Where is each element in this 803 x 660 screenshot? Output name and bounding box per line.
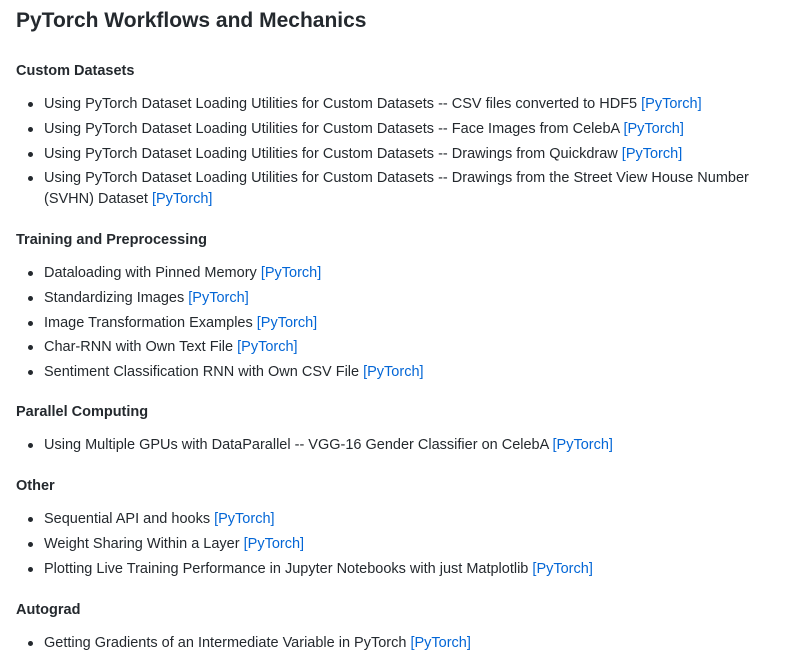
- pytorch-link[interactable]: [PyTorch]: [532, 560, 593, 577]
- item-text: Dataloading with Pinned Memory: [44, 265, 257, 281]
- item-text: Using PyTorch Dataset Loading Utilities for Custom Datasets -- CSV files converted to HDF5: [44, 96, 638, 112]
- section-heading: Autograd: [16, 602, 81, 618]
- item-text: Sequential API and hooks: [44, 511, 211, 527]
- section-parallel-computing: [16, 403, 796, 460]
- pytorch-link[interactable]: [PyTorch]: [151, 190, 213, 207]
- section-other: [16, 477, 796, 583]
- list-item: [16, 435, 796, 456]
- list-item: [16, 559, 796, 580]
- pytorch-link[interactable]: [PyTorch]: [641, 96, 702, 112]
- item-text: Weight Sharing Within a Layer: [44, 535, 240, 552]
- pytorch-link[interactable]: [PyTorch]: [552, 437, 613, 453]
- section-autograd: [16, 601, 796, 658]
- pytorch-link[interactable]: [PyTorch]: [621, 145, 683, 162]
- item-text: Standardizing Images: [44, 289, 185, 306]
- list-item: [16, 337, 796, 358]
- list-item: [16, 362, 796, 383]
- pytorch-link[interactable]: [PyTorch]: [260, 265, 322, 281]
- item-text: Using PyTorch Dataset Loading Utilities for Custom Datasets -- Drawings from Quickdraw: [44, 145, 618, 162]
- section-heading: Other: [16, 478, 55, 494]
- section-custom-datasets: [16, 62, 796, 214]
- list-item: [16, 509, 796, 530]
- item-text: Using PyTorch Dataset Loading Utilities for Custom Datasets -- Face Images from CelebA: [44, 120, 620, 137]
- section-heading: Custom Datasets: [16, 63, 135, 79]
- list-item: [16, 263, 796, 284]
- section-heading: Parallel Computing: [16, 404, 149, 420]
- list-item: [16, 633, 796, 654]
- item-text: Image Transformation Examples: [44, 314, 253, 331]
- item-text: Using Multiple GPUs with DataParallel -- VGG-16 Gender Classifier on CelebA: [44, 437, 549, 453]
- pytorch-link[interactable]: [PyTorch]: [256, 314, 318, 331]
- list-item: [16, 313, 796, 334]
- section-heading: Training and Preprocessing: [16, 232, 207, 248]
- section-training-preprocessing: [16, 231, 796, 387]
- item-text: Using PyTorch Dataset Loading Utilities for Custom Datasets -- Drawings from the Street View House Number (SVHN) Dataset: [44, 170, 749, 207]
- pytorch-link[interactable]: [PyTorch]: [188, 289, 249, 306]
- list-item: [16, 534, 796, 555]
- pytorch-link[interactable]: [PyTorch]: [237, 339, 298, 356]
- list-item: [16, 119, 796, 140]
- item-text: Getting Gradients of an Intermediate Variable in PyTorch: [44, 635, 407, 651]
- list-item: [16, 288, 796, 309]
- page-title: PyTorch Workflows and Mechanics: [16, 9, 367, 32]
- item-text: Sentiment Classification RNN with Own CSV File: [44, 364, 360, 381]
- item-list: [16, 435, 796, 456]
- pytorch-link[interactable]: [PyTorch]: [410, 635, 471, 651]
- pytorch-link[interactable]: [PyTorch]: [243, 535, 305, 552]
- list-item: [16, 168, 796, 209]
- item-list: [16, 509, 796, 579]
- list-item: [16, 94, 796, 115]
- item-list: [16, 633, 796, 654]
- item-text: Plotting Live Training Performance in Jupyter Notebooks with just Matplotlib: [44, 560, 529, 577]
- list-item: [16, 144, 796, 165]
- item-list: [16, 263, 796, 383]
- pytorch-link[interactable]: [PyTorch]: [623, 120, 684, 137]
- pytorch-link[interactable]: [PyTorch]: [214, 511, 275, 527]
- item-list: [16, 94, 796, 209]
- item-text: Char-RNN with Own Text File: [44, 339, 234, 356]
- pytorch-link[interactable]: [PyTorch]: [363, 364, 424, 381]
